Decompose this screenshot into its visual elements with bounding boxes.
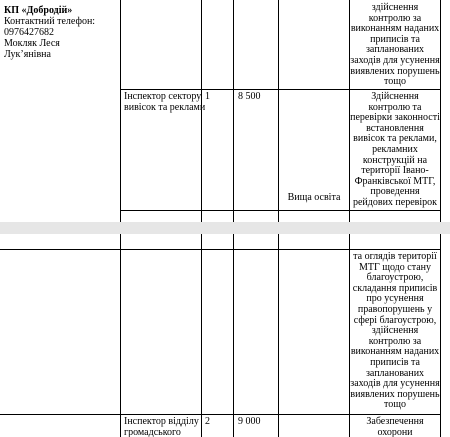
table-border: [440, 0, 441, 222]
salary-cell: 9 000: [238, 416, 261, 427]
contact-person: Мокляк Леся Лук’янівна: [4, 38, 60, 60]
table-row-border: [120, 89, 441, 90]
salary-cell: 8 500: [238, 91, 261, 102]
document-page-bottom: [0, 234, 450, 437]
duties-cell: здійснення контролю за виконанням наданих приписів та запланованих заходів для усунення виявлених порушень тощо: [350, 2, 440, 88]
org-name: КП «Добродій»: [4, 5, 73, 16]
table-border: [120, 0, 121, 222]
table-border: [120, 234, 121, 437]
table-top-border: [0, 249, 441, 250]
table-row-border: [0, 414, 441, 415]
duties-cell: та оглядів території МТГ щодо стану благоустрою, складання приписів про усунення правопорушень у сфері благоустрою, здійснення контролю за виконанням наданих приписів та запланованих заходів для усунення виявлених порушень тощо: [350, 251, 440, 411]
count-cell: 1: [205, 91, 210, 102]
table-border: [233, 0, 234, 222]
count-cell: 2: [205, 416, 210, 427]
phone-label: Контактний телефон:: [4, 16, 96, 27]
phone-number: 0976427682: [4, 27, 54, 38]
page-separator: [0, 222, 450, 234]
table-border: [278, 0, 279, 222]
table-border: [201, 234, 202, 437]
duties-cell: Забезпечення охорони: [366, 416, 424, 437]
table-border: [440, 234, 441, 437]
table-row-border: [120, 210, 441, 211]
table-border: [233, 234, 234, 437]
position-cell: Інспектор сектору вивісок та реклами: [124, 91, 206, 113]
table-border: [278, 234, 279, 437]
education-cell: Вища освіта: [287, 192, 341, 203]
position-cell: Інспектор відділу громадського: [124, 416, 199, 437]
duties-cell: Здійснення контролю та перевірки законності встановлення вивісок та реклами, рекламних конструкцій на території Івано- Франківської МТГ, проведення рейдових перевірок: [350, 91, 440, 208]
